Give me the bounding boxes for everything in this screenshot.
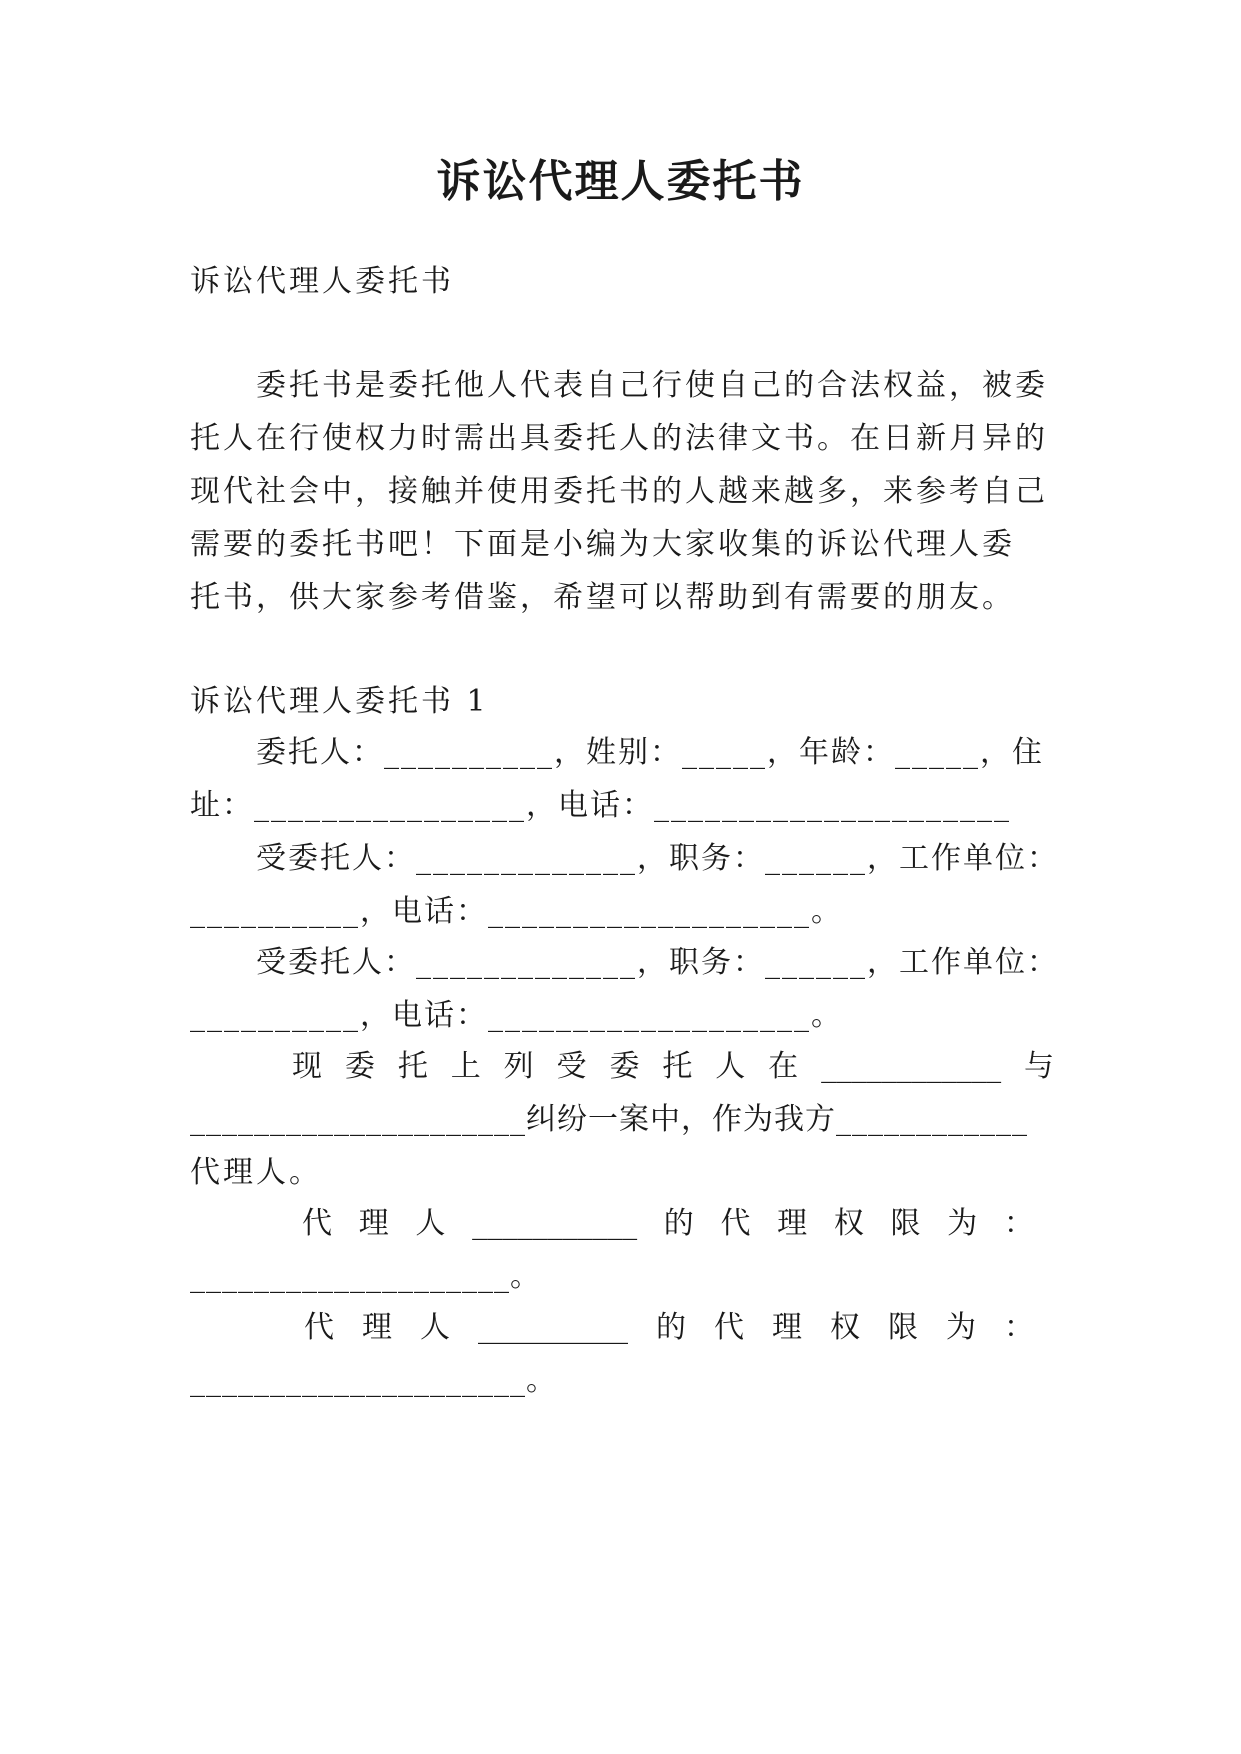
commission-token: 与 — [1023, 1049, 1054, 1084]
authority-token: 理 — [777, 1206, 808, 1241]
authority-token: 限 — [888, 1310, 918, 1345]
authority-token: 人 — [420, 1310, 450, 1345]
commission-token: 委 — [609, 1049, 640, 1084]
commission-blank: ____________ — [821, 1049, 1002, 1084]
commission-token: 受 — [556, 1049, 587, 1084]
authority-token: 的 — [663, 1206, 694, 1241]
document-subtitle: 诉讼代理人委托书 — [190, 264, 454, 299]
authority-1-line-2: ____________________。 — [190, 1259, 541, 1294]
authority-token: 人 — [415, 1206, 446, 1241]
authority-token: 代 — [720, 1206, 751, 1241]
authority-blank: __________ — [478, 1310, 628, 1345]
commission-token: 在 — [768, 1049, 799, 1084]
intro-line-4: 需要的委托书吧！下面是小编为大家收集的诉讼代理人委 — [190, 527, 1015, 562]
authority-token: 代 — [714, 1310, 744, 1345]
authority-token: 权 — [830, 1310, 860, 1345]
authority-token: 限 — [890, 1206, 921, 1241]
authority-token: 理 — [772, 1310, 802, 1345]
intro-line-5: 托书，供大家参考借鉴，希望可以帮助到有需要的朋友。 — [190, 580, 1015, 615]
intro-line-1: 委托书是委托他人代表自己行使自己的合法权益，被委 — [256, 368, 1048, 403]
authority-token: ： — [1004, 1310, 1034, 1345]
commission-token: 托 — [662, 1049, 693, 1084]
principal-line-2: 址：________________，电话：_____________________ — [190, 788, 1011, 823]
agent-1-line-2: __________，电话：___________________。 — [190, 894, 843, 929]
commission-token: 上 — [450, 1049, 481, 1084]
authority-token: 为 — [947, 1206, 978, 1241]
commission-line-1 — [292, 1047, 1054, 1087]
commission-line-3: 代理人。 — [190, 1155, 322, 1190]
intro-line-3: 现代社会中，接触并使用委托书的人越来越多，来参考自己 — [190, 474, 1048, 509]
authority-1-line-1 — [302, 1204, 1034, 1244]
authority-token: 权 — [833, 1206, 864, 1241]
authority-token: ： — [1003, 1206, 1034, 1241]
authority-2-line-2: _____________________。 — [190, 1363, 557, 1398]
intro-line-2: 托人在行使权力时需出具委托人的法律文书。在日新月异的 — [190, 421, 1048, 456]
authority-blank: ___________ — [472, 1206, 638, 1241]
commission-token: 委 — [344, 1049, 375, 1084]
commission-token: 列 — [503, 1049, 534, 1084]
authority-token: 理 — [362, 1310, 392, 1345]
authority-2-line-1 — [304, 1308, 1034, 1348]
commission-token: 托 — [397, 1049, 428, 1084]
principal-line-1: 委托人：__________，姓别：_____，年龄：_____，住 — [256, 735, 1044, 770]
section-title: 诉讼代理人委托书 1 — [190, 684, 489, 719]
authority-token: 代 — [304, 1310, 334, 1345]
commission-line-2: _____________________纠纷一案中，作为我方____________ — [190, 1102, 1028, 1137]
authority-token: 为 — [946, 1310, 976, 1345]
agent-2-line-1: 受委托人：_____________，职务：______，工作单位： — [256, 945, 1059, 980]
document-title: 诉讼代理人委托书 — [436, 156, 805, 207]
commission-token: 现 — [292, 1049, 322, 1084]
authority-token: 代 — [302, 1206, 332, 1241]
commission-token: 人 — [715, 1049, 746, 1084]
authority-token: 理 — [358, 1206, 389, 1241]
agent-1-line-1: 受委托人：_____________，职务：______，工作单位： — [256, 841, 1059, 876]
agent-2-line-2: __________，电话：___________________。 — [190, 998, 843, 1033]
authority-token: 的 — [656, 1310, 686, 1345]
